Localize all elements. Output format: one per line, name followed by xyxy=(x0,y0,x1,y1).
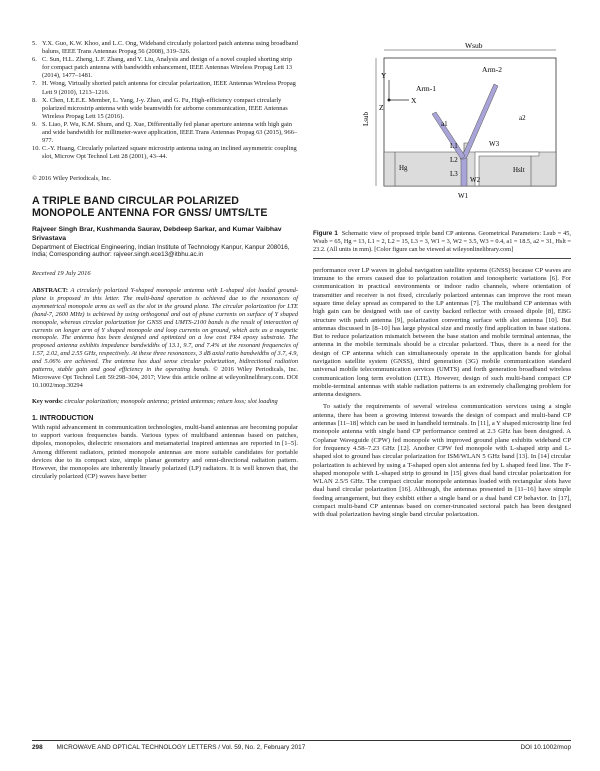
w2-label: W2 xyxy=(470,176,481,184)
antenna-schematic-svg xyxy=(313,40,571,228)
reference-item: 8. X. Chen, I.E.E.E. Member, L. Yang, J-y. Zhao, and G. Fu, High-efficiency compact circularly polarized microstrip antenna with wide beamwidth for airborne communication, IEEE Antennas Wireless Propag Lett 15 (2016). xyxy=(32,96,288,120)
intro-paragraph-continued: performance over LP waves in global navigation satellite systems (GNSS) because CP waves are immune to the errors caused due to polarization rotation and ionospheric variations [6]. For communication in practical environments or indoor radio channels, where orientation of transmitter and receiver is not fixed, circularly polarized antennas can improve the root mean square time delay spread as compared to the LP antennas [7]. The multiband CP antennas with high gain can be designed with use of cavity backed reflector with crossed dipole [8], EBG structure with patch antenna [9], polarization converting surface with slot antenna [10]. But antennas discussed in [8–10] has large physical size and mostly find application in base stations. But to reduce polarization mismatch between the base station and mobile terminal antennas, the antenna in the mobile terminals should be a circular polarized. Thus, there is a need for the design of CP antenna which can simultaneously operate in the application bands for global navigation satellite system (GNSS), third generation (3G) mobile communication standard universal mobile telecommunication services (UMTS) and forth generation broadband wireless communication long term evolution (LTE). However, design of such multi-band compact CP mobile-terminal antennas with stable radiation patterns is an extremely challenging problem for antenna designers. xyxy=(313,266,571,399)
left-column xyxy=(32,40,298,482)
reference-list xyxy=(32,40,298,161)
reference-item: 5. Y.X. Guo, K.W. Khoo, and L.C. Ong, Wideband circularly polarized patch antenna using broadband baluns, IEEE Trans Antennas Propag 56 (2008), 319–326. xyxy=(32,40,298,56)
antenna-schematic-figure xyxy=(313,40,571,228)
keywords-label: Key words: xyxy=(32,397,63,405)
hslt-label: Hslt xyxy=(513,166,525,174)
w1-label: W1 xyxy=(458,192,469,200)
arm1-label: Arm-1 xyxy=(416,84,436,93)
x-axis-label: X xyxy=(411,96,417,105)
reference-item: 7. H. Wong, Virtually shorted patch antenna for circular polarization, IEEE Antennas Wireless Propag Lett 9 (2010), 1213–1216. xyxy=(32,80,296,96)
right-column xyxy=(313,40,571,520)
z-axis-dot xyxy=(388,99,391,102)
received-date: Received 19 July 2016 xyxy=(32,270,91,277)
z-axis-label: Z xyxy=(379,103,384,112)
abstract-text: A circularly polarized Y-shaped monopole antenna with L-shaped slot loaded ground-plane is proposed in this letter. The multi-band operation is achieved due to the resonances of asymmetrical monopole arms as well as the slot in the ground plane. The circular polarization for LTE (band-7, 2600 MHz) is achieved by using orthogonal and out of phase currents on surface of Y shaped monopole, whereas circular polarization for GNSS and UMTS-2100 bands is the result of interaction of currents on longer arm of Y shaped monopole and loop currents on ground, which acts as a magnetic monopole. The antenna has been designed and optimized on a low cost FR4 epoxy substrate. The proposed antenna exhibits impedance bandwidths of 13.1, 9.7, and 7.4% at the resonant frequencies of 1.57, 2.02, and 2.55 GHz, respectively. At these three resonances, 3 dB axial ratio bandwidths of 3.7, 4.9, and 5.06% are achieved. The antenna has dual sense circular polarization, bidirectional radiation patterns, stable gain and good efficiency in the operating bands. xyxy=(32,287,298,374)
w3-label: W3 xyxy=(489,140,500,148)
keywords-text: circular polarization; monopole antenna; printed antennas; return loss; slot loading xyxy=(62,397,278,405)
abstract-citation: © 2016 Wiley Periodicals, Inc. Microwave Opt Technol Lett 59:298–304, 2017; View this article online at wileyonlinelibrary.com. DOI 10.1002/mop.30294 xyxy=(32,366,298,389)
article-authors: Rajveer Singh Brar, Kushmanda Saurav, Debdeep Sarkar, and Kumar Vaibhav Srivastava xyxy=(32,226,282,242)
author-affiliation: Department of Electrical Engineering, Indian Institute of Technology Kanpur, Kanpur 208016, India; Corresponding author: rajveer.singh.ece13@itbhu.ac.in xyxy=(32,243,290,259)
l3-label: L3 xyxy=(450,170,458,178)
figure-caption xyxy=(313,230,571,254)
reference-item: 6. C. Sun, H.L. Zheng, L.F. Zhang, and Y. Liu, Analysis and design of a novel coupled shorting strip for compact patch antenna with bandwidth enhancement, IEEE Antennas Wireless Propag Lett 13 (2014), 1477–1481. xyxy=(32,56,293,80)
caption-divider xyxy=(313,258,571,259)
a1-label: a1 xyxy=(441,120,448,128)
feed-line xyxy=(461,158,467,186)
y-axis-label: Y xyxy=(381,71,387,80)
wsub-label: Wsub xyxy=(465,41,483,50)
reference-item: 10. C.-Y. Huang, Circularly polarized square microstrip antenna using an inclined asymmetric coupling slot, Microw Opt Technol Lett 28 (2001), 43–44. xyxy=(32,145,297,161)
page-footer xyxy=(32,740,571,751)
l1-label: L1 xyxy=(450,142,458,150)
reference-item: 9. S. Liao, P. Wu, K.M. Shum, and Q. Xue, Differentially fed planar aperture antenna with high gain and wide bandwidth for millimeter-wave application, IEEE Trans Antennas Propag 63 (2015), 966–977. xyxy=(32,120,298,145)
figure-caption-label: Figure 1 xyxy=(313,230,338,237)
footer-doi: DOI 10.1002/mop xyxy=(520,744,571,751)
a2-label: a2 xyxy=(519,114,526,122)
abstract xyxy=(32,287,298,390)
journal-citation: MICROWAVE AND OPTICAL TECHNOLOGY LETTERS / Vol. 59, No. 2, February 2017 xyxy=(56,744,306,751)
article-title: A TRIPLE BAND CIRCULAR POLARIZED MONOPOLE ANTENNA FOR GNSS/ UMTS/LTE xyxy=(32,195,268,219)
lsub-label: Lsub xyxy=(362,112,370,126)
hg-label: Hg xyxy=(399,164,408,172)
figure-caption-text: Schematic view of proposed triple band CP antenna. Geometrical Parameters: Lsub = 45, Wsub = 65, Hg = 13, L1 = 2, L2 = 15, L3 = 3, W1 = 3, W2 = 3.5, W3 = 0.4, a1 = 18.5, a2 = 31, Hslt = 23.2. (All units in mm). [Color figure can be viewed at wileyonlinelibrary.com] xyxy=(313,230,571,253)
keywords xyxy=(32,398,298,406)
section-heading-introduction: 1. INTRODUCTION xyxy=(32,414,94,422)
page-number: 298 xyxy=(32,744,43,751)
arm2-label: Arm-2 xyxy=(482,65,502,74)
intro-paragraph: With rapid advancement in communication technologies, multi-band antennas are becoming popular to support various frequencies bands. Various types of multiband antennas based on patches, dipoles, monopoles, dielectric resonators and metamaterial inspired antennas are reported in [1–5]. Among different radiators, printed monopole antennas are more suitable candidates for portable devices due to its compact size, simple planar geometry and omni-directional radiation pattern. However, the monopoles are inherently linearly polarized (LP) radiators. It is well known that, the circularly polarized (CP) waves have better xyxy=(32,423,298,481)
copyright-line: © 2016 Wiley Periodicals, Inc. xyxy=(32,175,112,183)
abstract-label: ABSTRACT: xyxy=(32,287,68,294)
intro-paragraph-2: To satisfy the requirements of several wireless communication services using a single antenna, there has been a growing interest towards the design of compact and multi-band CP antennas [11–18] which can be used in handheld terminals. In [11], a Y shaped microstrip line fed monopole antenna with single band CP performance centred at 2.3 GHz has been designed. A Coplanar Waveguide (CPW) fed monopole with improved ground plane exhibits wideband CP for frequency 4.58–7.23 GHz [12]. Another CPW fed monopole with L-shaped strip and L-shaped slot to ground has circular polarization for ISM/WLAN 5 GHz band [13]. In [14] circular polarization is achieved by using a T-shaped open slot antenna fed by L shaped feed line. The F-shaped monopole with L-shaped strip to ground in [15] gives dual band circular polarization for WLAN 2.5/5 GHz. The compact circular monopole antennas loaded with rectangular slots have dual band circular polarization [16]. Although, the antennas presented in [11–16] have simple feeding arrangement, but they exhibit either a single band or a dual band CP behavior. In [17], compact multi-band CP antennas based on corner-truncated sectoral patch has been designed with dual polarization having single band circular polarization. xyxy=(313,403,571,519)
l2-label: L2 xyxy=(450,156,458,164)
